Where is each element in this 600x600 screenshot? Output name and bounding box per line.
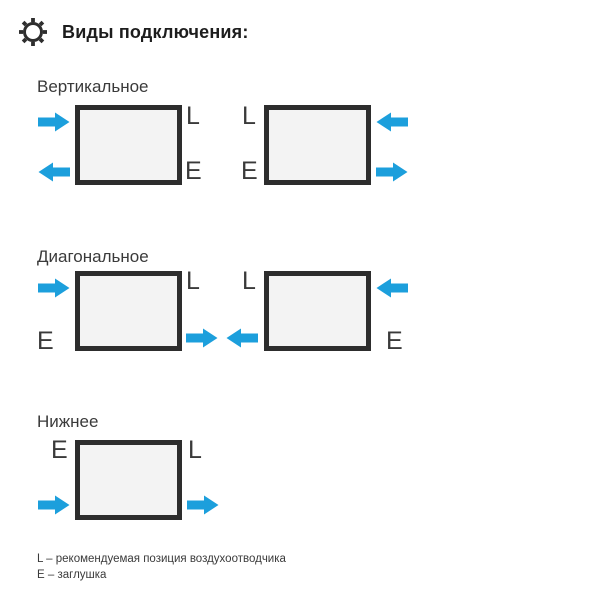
legend xyxy=(37,552,286,583)
radiator-box xyxy=(75,271,182,351)
flow-arrow-left-icon xyxy=(376,112,408,132)
air-vent-position-label: L xyxy=(188,436,202,464)
legend-line-air-vent: L – рекомендуемая позиция воздухоотводчика xyxy=(37,553,286,565)
gear-icon xyxy=(16,15,50,49)
flow-arrow-right-icon xyxy=(186,328,218,348)
air-vent-position-label: L xyxy=(186,267,200,295)
flow-arrow-left-icon xyxy=(376,278,408,298)
flow-arrow-left-icon xyxy=(38,162,70,182)
legend-line-plug: E – заглушка xyxy=(37,568,107,581)
page-title: Виды подключения: xyxy=(62,22,249,42)
plug-position-label: E xyxy=(37,327,54,355)
plug-position-label: E xyxy=(386,327,403,355)
flow-arrow-left-icon xyxy=(226,328,258,348)
radiator-box xyxy=(75,105,182,185)
section-title-bottom: Нижнее xyxy=(37,412,99,431)
flow-arrow-right-icon xyxy=(376,162,408,182)
section-title-diagonal: Диагональное xyxy=(37,247,149,266)
radiator-box xyxy=(75,440,182,520)
flow-arrow-right-icon xyxy=(38,278,70,298)
flow-arrow-right-icon xyxy=(38,112,70,132)
air-vent-position-label: L xyxy=(242,102,256,130)
section-title-vertical: Вертикальное xyxy=(37,77,149,96)
air-vent-position-label: L xyxy=(242,267,256,295)
plug-position-label: E xyxy=(241,157,258,185)
air-vent-position-label: L xyxy=(186,102,200,130)
flow-arrow-right-icon xyxy=(187,495,219,515)
plug-position-label: E xyxy=(51,436,68,464)
plug-position-label: E xyxy=(185,157,202,185)
flow-arrow-right-icon xyxy=(38,495,70,515)
radiator-box xyxy=(264,271,371,351)
radiator-box xyxy=(264,105,371,185)
